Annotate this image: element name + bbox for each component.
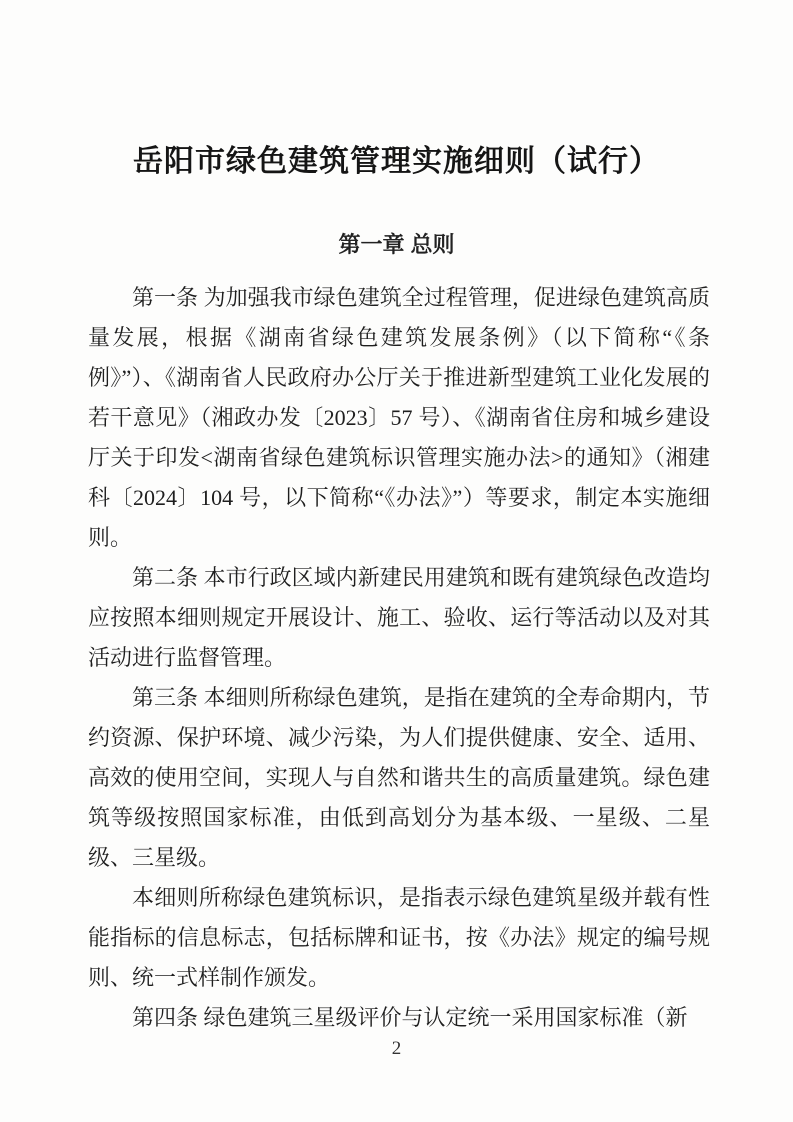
document-title: 岳阳市绿色建筑管理实施细则（试行） <box>133 145 660 179</box>
paragraph-article-3-continued: 本细则所称绿色建筑标识，是指表示绿色建筑星级并载有性能指标的信息标志，包括标牌和证书，按《办法》规定的编号规则、统一式样制作颁发。 <box>88 885 710 991</box>
chapter-heading: 第一章 总则 <box>338 232 455 258</box>
page-number: 2 <box>391 1038 402 1059</box>
paragraph-article-1: 第一条 为加强我市绿色建筑全过程管理，促进绿色建筑高质量发展，根据《湖南省绿色建筑发展条例》（以下简称“《条例》”）、《湖南省人民政府办公厅关于推进新型建筑工业化发展的若干意见》（湘政办发〔2023〕57 号）、《湖南省住房和城乡建设厅关于印发<湖南省绿色建筑标识管理实施办法>的通知》（湘建科〔2024〕104 号，以下简称“《办法》”）等要求，制定本实施细则。 <box>88 285 710 551</box>
paragraph-article-4: 第四条 绿色建筑三星级评价与认定统一采用国家标准（新 <box>132 1005 688 1031</box>
paragraph-article-2: 第二条 本市行政区域内新建民用建筑和既有建筑绿色改造均应按照本细则规定开展设计、施工、验收、运行等活动以及对其活动进行监督管理。 <box>88 565 710 671</box>
document-body <box>88 278 710 1038</box>
paragraph-article-3: 第三条 本细则所称绿色建筑，是指在建筑的全寿命期内，节约资源、保护环境、减少污染，为人们提供健康、安全、适用、高效的使用空间，实现人与自然和谐共生的高质量建筑。绿色建筑等级按照国家标准，由低到高划分为基本级、一星级、二星级、三星级。 <box>88 685 710 871</box>
